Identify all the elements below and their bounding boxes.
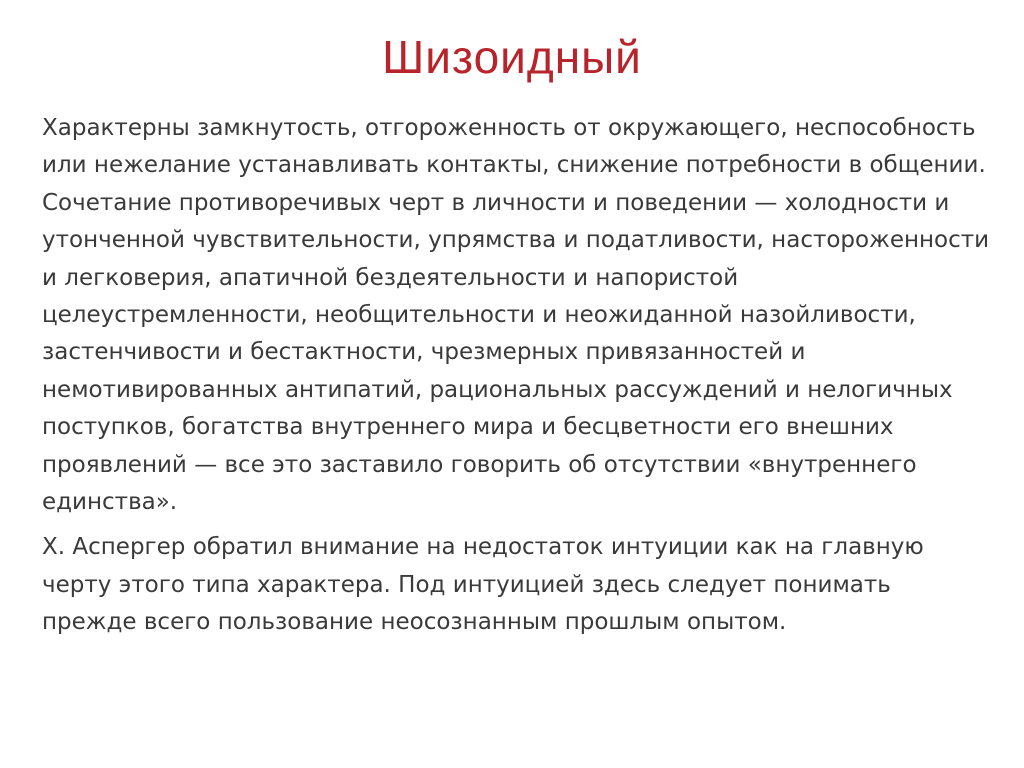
paragraph-asperger: Х. Аспергер обратил внимание на недостаток интуиции как на главную черту этого типа характера. Под интуицией здесь следует понимать прежде всего пользование неосознанным прошлым опытом. [42, 534, 924, 636]
slide-title: Шизоидный [382, 31, 642, 83]
paragraph-traits: Характерны замкнутость, отгороженность от окружающего, неспособность или нежелание устанавливать контакты, снижение потребности в общении. Сочетание противоречивых черт в личности и поведении — холодности и утонченной чувствительности, упрямства и податливости, настороженности и легковерия, апатичной бездеятельности и напористой целеустремленности, необщительности и неожиданной назойливости, застенчивости и бестактности, чрезмерных привязанностей и немотивированных антипатий, рациональных рассуждений и нелогичных поступков, богатства внутреннего мира и бесцветности его внешних проявлений — все это заставило говорить об отсутствии «внутреннего единства». [42, 115, 990, 516]
slide-body [42, 110, 992, 642]
